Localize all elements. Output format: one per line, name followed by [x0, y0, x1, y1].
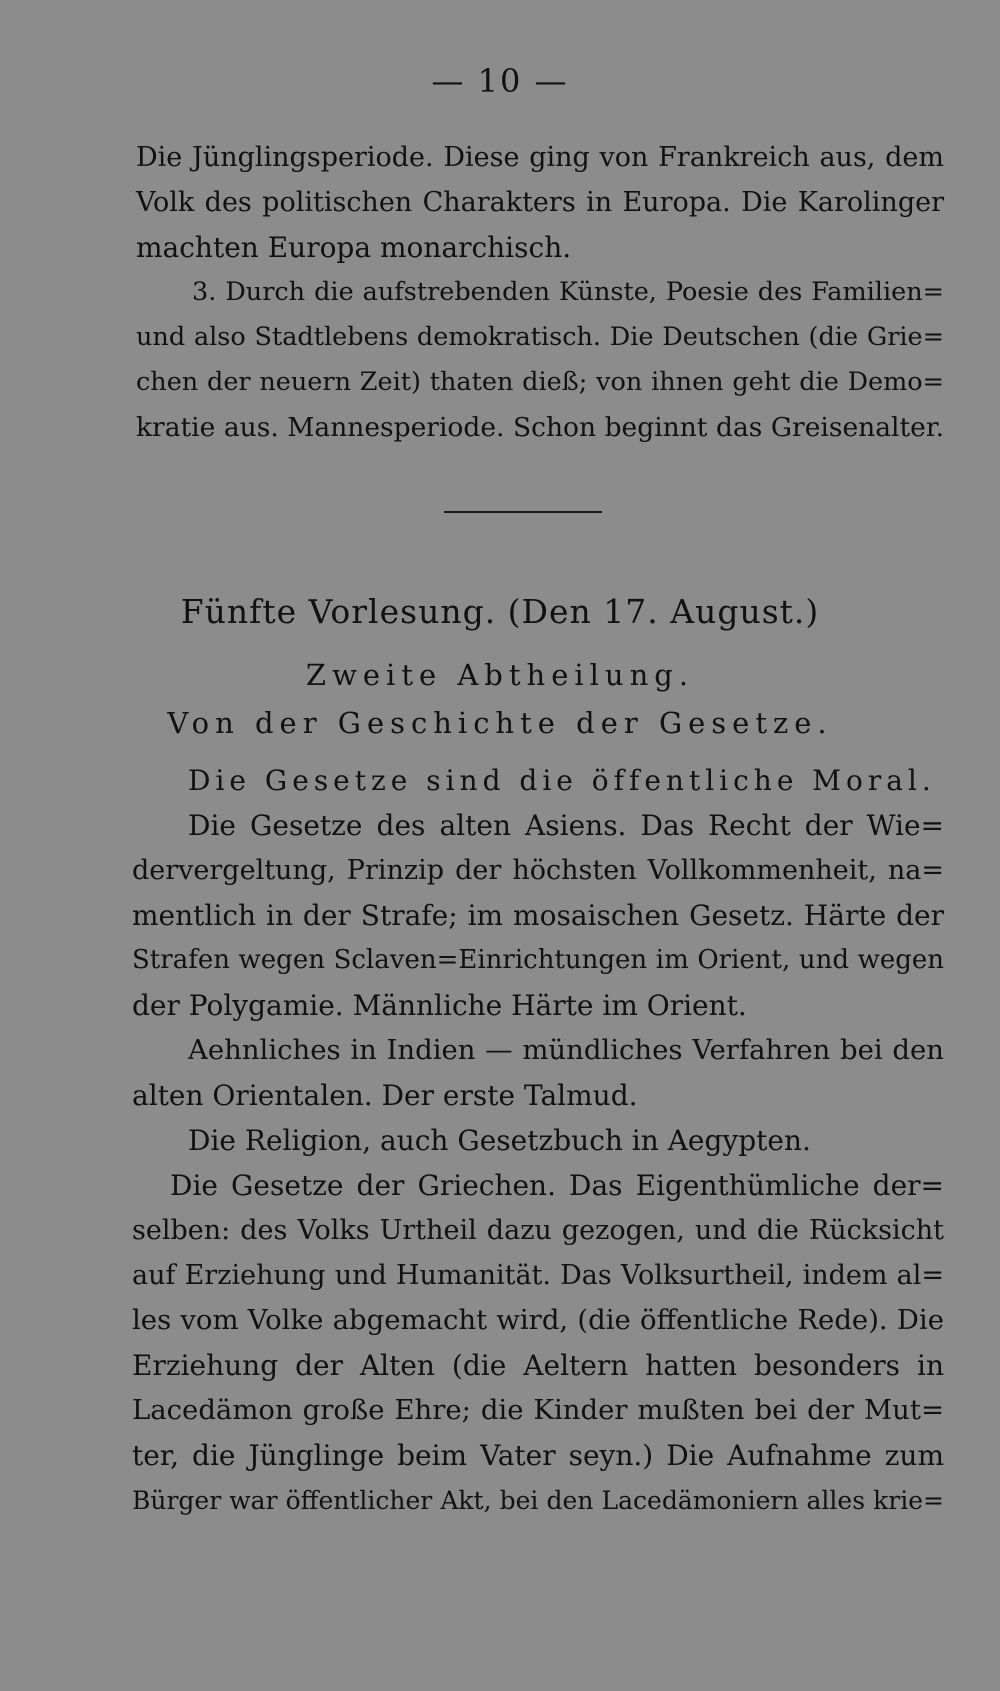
- top-text-block: [136, 135, 944, 450]
- text-line: mentlich in der Strafe; im mosaischen Gesetz. Härte der: [132, 899, 944, 932]
- text-line: Volk des politischen Charakters in Europa. Die Karolinger: [136, 187, 944, 218]
- text-line: Die Gesetze der Griechen. Das Eigenthümliche der=: [170, 1169, 944, 1202]
- text-line: kratie aus. Mannesperiode. Schon beginnt das Greisenalter.: [136, 412, 944, 443]
- text-line: chen der neuern Zeit) thaten dieß; von ihnen geht die Demo=: [136, 367, 944, 397]
- text-line: les vom Volke abgemacht wird, (die öffentliche Rede). Die: [132, 1304, 944, 1336]
- text-line: Strafen wegen Sclaven=Einrichtungen im Orient, und wegen: [132, 945, 944, 975]
- text-line: Erziehung der Alten (die Aeltern hatten besonders in: [132, 1349, 944, 1382]
- subsection-title: Von der Geschichte der Gesetze.: [167, 706, 833, 740]
- text-line: dervergeltung, Prinzip der höchsten Vollkommenheit, na=: [132, 855, 944, 886]
- text-line: Bürger war öffentlicher Akt, bei den Lacedämoniern alles krie=: [132, 1486, 944, 1515]
- text-line: Lacedämon große Ehre; die Kinder mußten bei der Mut=: [132, 1394, 944, 1426]
- text-line: Die Gesetze des alten Asiens. Das Recht der Wie=: [188, 809, 944, 842]
- text-line: Die Jünglingsperiode. Diese ging von Frankreich aus, dem: [136, 142, 944, 173]
- text-line: alten Orientalen. Der erste Talmud.: [132, 1079, 638, 1112]
- text-line: ter, die Jünglinge beim Vater seyn.) Die Aufnahme zum: [132, 1439, 944, 1472]
- body-text-block: [132, 758, 944, 1523]
- lecture-title: Fünfte Vorlesung. (Den 17. August.): [180, 592, 820, 631]
- text-line: selben: des Volks Urtheil dazu gezogen, und die Rücksicht: [132, 1215, 944, 1246]
- text-line: der Polygamie. Männliche Härte im Orient.: [132, 989, 747, 1022]
- text-line: Die Gesetze sind die öffentliche Moral.: [188, 764, 936, 797]
- text-line: 3. Durch die aufstrebenden Künste, Poesie des Familien=: [192, 277, 944, 307]
- page-number: — 10 —: [431, 62, 569, 100]
- text-line: Die Religion, auch Gesetzbuch in Aegypten.: [188, 1124, 811, 1157]
- section-title: Zweite Abtheilung.: [305, 658, 695, 692]
- text-line: auf Erziehung und Humanität. Das Volksurtheil, indem al=: [132, 1260, 944, 1291]
- text-line: und also Stadtlebens demokratisch. Die Deutschen (die Grie=: [136, 322, 944, 352]
- text-line: Aehnliches in Indien — mündliches Verfahren bei den: [188, 1034, 944, 1066]
- section-divider: [444, 511, 602, 513]
- text-line: machten Europa monarchisch.: [136, 231, 572, 264]
